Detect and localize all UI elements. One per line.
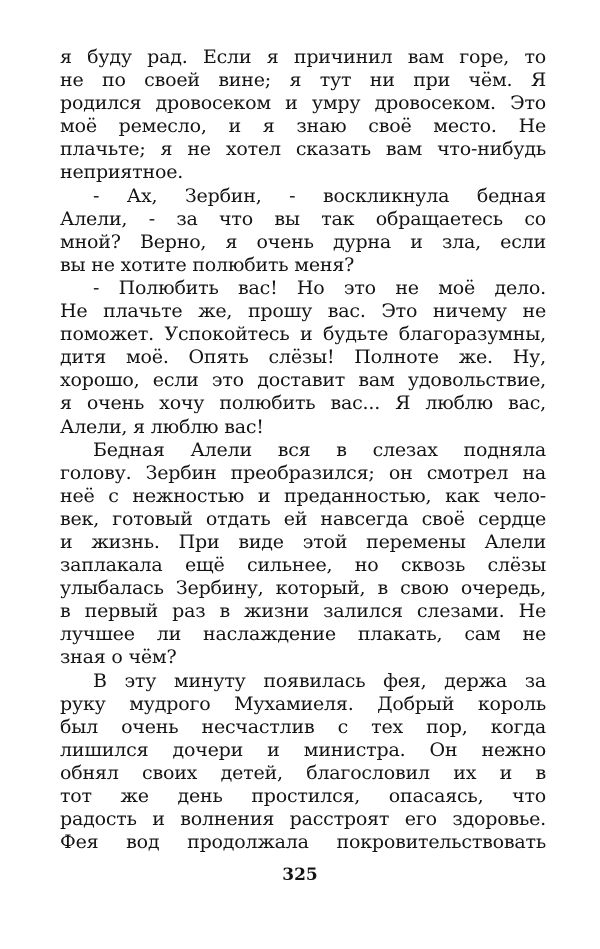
text-line: лучшее ли наслаждение плакать, сам не <box>60 623 546 646</box>
text-line: и жизнь. При виде этой перемены Алели <box>60 530 546 553</box>
text-line: был очень несчастлив с тех пор, когда <box>60 715 546 738</box>
text-line: в первый раз в жизни залился слезами. Не <box>60 600 546 623</box>
text-line: родился дровосеком и умру дровосеком. Это <box>60 92 546 115</box>
text-line: - Полюбить вас! Но это не моё дело. <box>93 276 546 299</box>
text-line: я очень хочу полюбить вас... Я люблю вас, <box>60 392 546 415</box>
text-line: лишился дочери и министра. Он нежно <box>60 738 546 761</box>
text-line: мной? Верно, я очень дурна и зла, если <box>60 230 546 253</box>
text-line: хорошо, если это доставит вам удовольствие, <box>60 369 546 392</box>
paragraph <box>60 439 546 670</box>
text-line: моё ремесло, и я знаю своё место. Не <box>60 115 546 138</box>
text-line: голову. Зербин преобразился; он смотрел на <box>60 461 546 484</box>
text-line: плачьте; я не хотел сказать вам что-нибудь <box>60 138 546 161</box>
text-line: тот же день простился, опасаясь, что <box>60 785 546 807</box>
text-line: - Ах, Зербин, - воскликнула бедная <box>93 184 546 207</box>
text-line: век, готовый отдать ей навсегда своё сердце <box>60 507 546 530</box>
text-line: я буду рад. Если я причинил вам горе, то <box>60 46 546 68</box>
text-line: Не плачьте же, прошу вас. Это ничему не <box>60 300 546 323</box>
text-line: Алели, - за что вы так обращаетесь со <box>60 207 546 230</box>
text-line: поможет. Успокойтесь и будьте благоразумны, <box>60 323 546 346</box>
paragraph <box>60 185 546 277</box>
text-line: обнял своих детей, благословил их и в <box>60 761 546 784</box>
page-body <box>60 46 546 854</box>
text-line: неё с нежностью и преданностью, как чело- <box>60 484 546 507</box>
text-line: дитя моё. Опять слёзы! Полноте же. Ну, <box>60 346 546 369</box>
paragraph <box>60 670 546 855</box>
text-line: вы не хотите полюбить меня? <box>60 253 355 276</box>
paragraph <box>60 46 546 185</box>
text-line: Фея вод продолжала покровительствовать <box>60 831 546 854</box>
text-line: не по своей вине; я тут ни при чём. Я <box>60 69 546 92</box>
text-line: В эту минуту появилась фея, держа за <box>93 669 546 692</box>
text-line: Алели, я люблю вас! <box>60 415 264 438</box>
text-line: неприятное. <box>60 161 184 184</box>
text-line: Бедная Алели вся в слезах подняла <box>93 438 546 461</box>
text-line: радость и волнения расстроят его здоровье. <box>60 808 546 831</box>
page-number: 325 <box>282 865 318 885</box>
text-line: улыбалась Зербину, который, в свою очередь, <box>60 577 546 600</box>
text-line: заплакала ещё сильнее, но сквозь слёзы <box>60 554 546 577</box>
text-line: зная о чём? <box>60 646 177 669</box>
paragraph <box>60 277 546 439</box>
text-line: руку мудрого Мухамиеля. Добрый король <box>60 692 546 715</box>
